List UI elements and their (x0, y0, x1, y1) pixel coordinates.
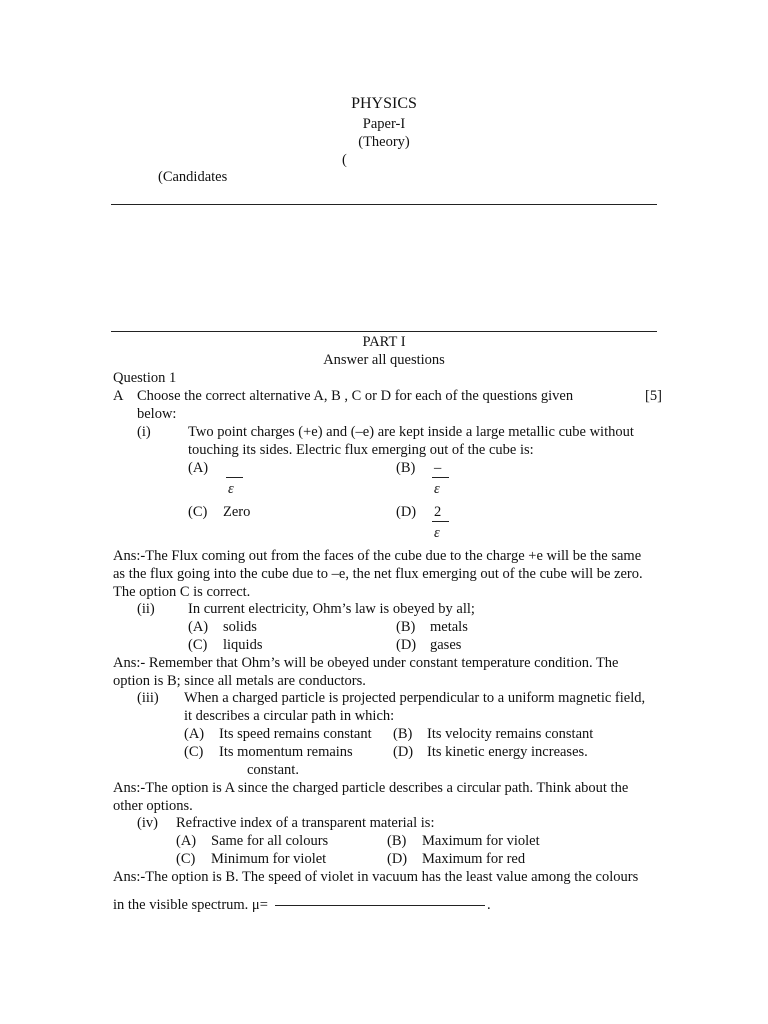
q4-answer-end-mark: . (487, 897, 491, 913)
q1-answer-line3: The option C is correct. (113, 584, 251, 600)
question-instruction: Choose the correct alternative A, B , C or D for each of the questions given (137, 388, 574, 404)
q3-option-c-text-cont: constant. (247, 762, 299, 778)
paper-number: Paper-I (362, 116, 406, 132)
part-subtitle: Answer all questions (323, 352, 445, 368)
q1-text-cont: touching its sides. Electric flux emerging out of the cube is: (188, 442, 534, 458)
q2-option-a-label: (A) (188, 619, 209, 635)
q4-answer-line2: in the visible spectrum. μ= (113, 897, 268, 913)
q1-option-c-text: Zero (223, 504, 251, 520)
q4-option-b-text: Maximum for violet (422, 833, 540, 849)
q1-option-d-denominator: ε (434, 525, 440, 541)
q4-option-c-text: Minimum for violet (211, 851, 327, 867)
q2-text: In current electricity, Ohm’s law is obeyed by all; (188, 601, 475, 617)
candidates-note: (Candidates (158, 169, 228, 185)
q1-text: Two point charges (+e) and (–e) are kept inside a large metallic cube without (188, 424, 634, 440)
q2-number: (ii) (137, 601, 155, 617)
q4-option-a-label: (A) (176, 833, 197, 849)
question-label: Question 1 (113, 370, 177, 386)
paper-title: PHYSICS (351, 95, 417, 112)
header-rule-top (111, 204, 657, 205)
q4-answer-line1: Ans:-The option is B. The speed of violet in vacuum has the least value among the colours (113, 869, 639, 885)
q3-option-c-label: (C) (184, 744, 204, 760)
q1-option-a-fraction-bar (226, 477, 243, 478)
q3-answer-line1: Ans:-The option is A since the charged particle describes a circular path. Think about the (113, 780, 629, 796)
q1-answer-line1: Ans:-The Flux coming out from the faces of the cube due to the charge +e will be the same (113, 548, 642, 564)
q1-option-b-label: (B) (396, 460, 416, 476)
time-open-paren: ( (342, 152, 347, 168)
q1-option-b-denominator: ε (434, 481, 440, 497)
q2-option-c-label: (C) (188, 637, 208, 653)
q3-text: When a charged particle is projected perpendicular to a uniform magnetic field, (184, 690, 646, 706)
q1-option-a-denominator: ε (228, 481, 234, 497)
q2-option-b-text: metals (430, 619, 468, 635)
q3-option-d-text: Its kinetic energy increases. (427, 744, 588, 760)
q1-option-c-label: (C) (188, 504, 208, 520)
question-letter: A (113, 388, 124, 404)
q2-option-d-label: (D) (396, 637, 417, 653)
q4-option-d-text: Maximum for red (422, 851, 526, 867)
part-title: PART I (362, 334, 406, 350)
q1-answer-line2: as the flux going into the cube due to –e, the net flux emerging out of the cube will be zero. (113, 566, 643, 582)
q1-option-d-numerator: 2 (434, 504, 442, 520)
q4-text: Refractive index of a transparent material is: (176, 815, 435, 831)
q1-option-a-label: (A) (188, 460, 209, 476)
q2-option-a-text: solids (223, 619, 257, 635)
q3-option-c-text: Its momentum remains (219, 744, 353, 760)
mu-fraction-bar (275, 905, 485, 906)
q3-option-d-label: (D) (393, 744, 414, 760)
q4-option-a-text: Same for all colours (211, 833, 329, 849)
q4-number: (iv) (137, 815, 158, 831)
q3-option-a-label: (A) (184, 726, 205, 742)
q1-option-d-fraction-bar (432, 521, 449, 522)
q1-number: (i) (137, 424, 151, 440)
q3-option-b-label: (B) (393, 726, 413, 742)
question-instruction-cont: below: (137, 406, 177, 422)
q4-option-c-label: (C) (176, 851, 196, 867)
q3-option-a-text: Its speed remains constant (219, 726, 372, 742)
paper-kind: (Theory) (358, 134, 410, 150)
q2-option-c-text: liquids (223, 637, 263, 653)
q1-option-b-fraction-bar (432, 477, 449, 478)
q3-option-b-text: Its velocity remains constant (427, 726, 594, 742)
q2-option-b-label: (B) (396, 619, 416, 635)
q4-option-b-label: (B) (387, 833, 407, 849)
q1-option-b-numerator: – (434, 460, 442, 476)
q2-option-d-text: gases (430, 637, 462, 653)
question-marks: [5] (645, 388, 662, 404)
q2-answer-line2: option is B; since all metals are conductors. (113, 673, 366, 689)
q4-option-d-label: (D) (387, 851, 408, 867)
header-rule-bottom (111, 331, 657, 332)
q3-answer-line2: other options. (113, 798, 193, 814)
q2-answer-line1: Ans:- Remember that Ohm’s will be obeyed under constant temperature condition. The (113, 655, 619, 671)
q1-option-d-label: (D) (396, 504, 417, 520)
q3-number: (iii) (137, 690, 159, 706)
q3-text-cont: it describes a circular path in which: (184, 708, 395, 724)
